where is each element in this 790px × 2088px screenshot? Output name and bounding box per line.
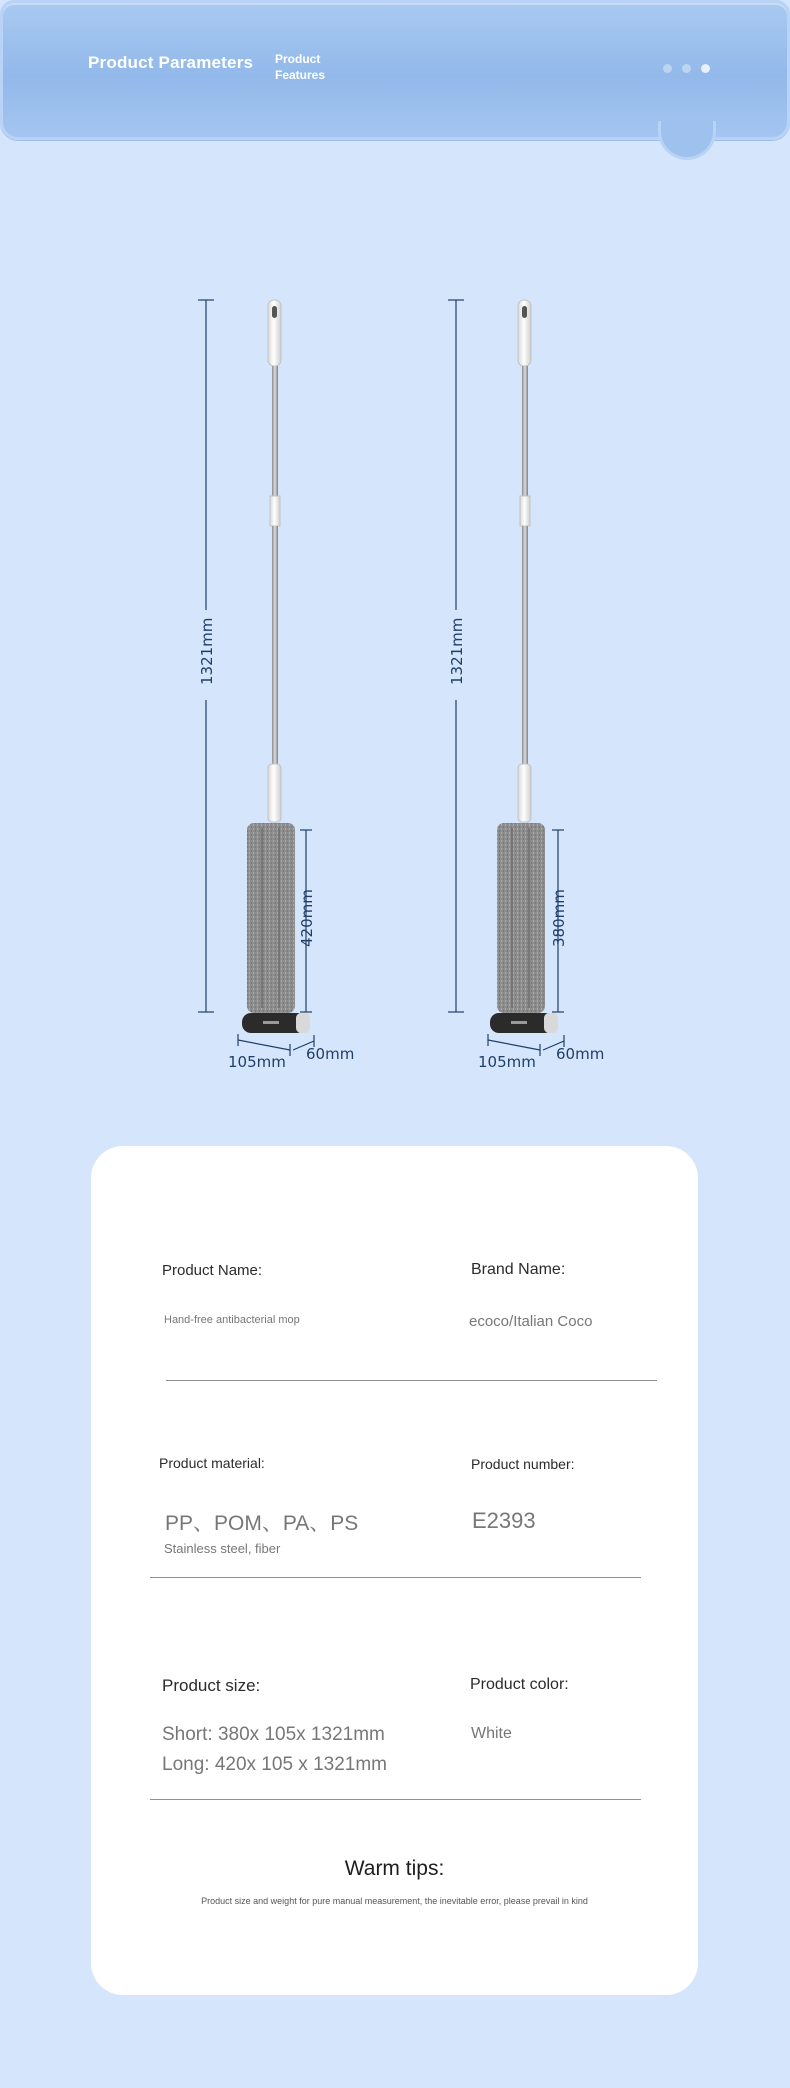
divider — [150, 1577, 641, 1578]
warm-tips-title: Warm tips: — [344, 1857, 445, 1880]
mop-dimension-diagram — [0, 280, 790, 1090]
page-dot[interactable] — [682, 64, 691, 73]
product-number-value: E2393 — [472, 1508, 536, 1533]
product-size-long: Long: 420x 105 x 1321mm — [162, 1754, 387, 1775]
material-label: Product material: — [159, 1455, 265, 1471]
right-width-label: 105mm — [478, 1053, 536, 1071]
product-size-short: Short: 380x 105x 1321mm — [162, 1724, 385, 1745]
product-color-label: Product color: — [470, 1676, 569, 1693]
page-indicator — [663, 64, 710, 73]
product-size-label: Product size: — [162, 1676, 261, 1695]
product-name-label: Product Name: — [162, 1262, 263, 1279]
parameters-card — [91, 1146, 698, 1995]
brand-name-value: ecoco/Italian Coco — [469, 1313, 593, 1330]
warm-tips-text: Product size and weight for pure manual measurement, the inevitable error, please prevail in kind — [201, 1896, 588, 1906]
product-number-label: Product number: — [471, 1456, 575, 1472]
tab-product-parameters[interactable]: Product Parameters — [88, 53, 254, 72]
brand-name-label: Brand Name: — [471, 1261, 566, 1278]
page-dot[interactable] — [663, 64, 672, 73]
divider — [166, 1380, 657, 1381]
left-height-label: 1321mm — [198, 617, 216, 685]
left-width-label: 105mm — [228, 1053, 286, 1071]
left-head-length-label: 420mm — [298, 889, 316, 947]
product-name-value: Hand-free antibacterial mop — [164, 1314, 300, 1326]
mop-illustration — [0, 280, 790, 1090]
divider — [150, 1799, 641, 1800]
banner-notch — [671, 128, 699, 142]
material-value-secondary: Stainless steel, fiber — [164, 1541, 281, 1556]
tab-product-features[interactable]: Product Features — [275, 52, 326, 82]
right-head-length-label: 380mm — [550, 889, 568, 947]
product-color-value: White — [471, 1725, 512, 1742]
right-height-label: 1321mm — [448, 617, 466, 685]
material-value: PP、POM、PA、PS — [165, 1512, 359, 1535]
right-depth-label: 60mm — [556, 1045, 605, 1063]
page-dot-active[interactable] — [701, 64, 710, 73]
header-banner — [0, 0, 790, 140]
left-depth-label: 60mm — [306, 1045, 355, 1063]
